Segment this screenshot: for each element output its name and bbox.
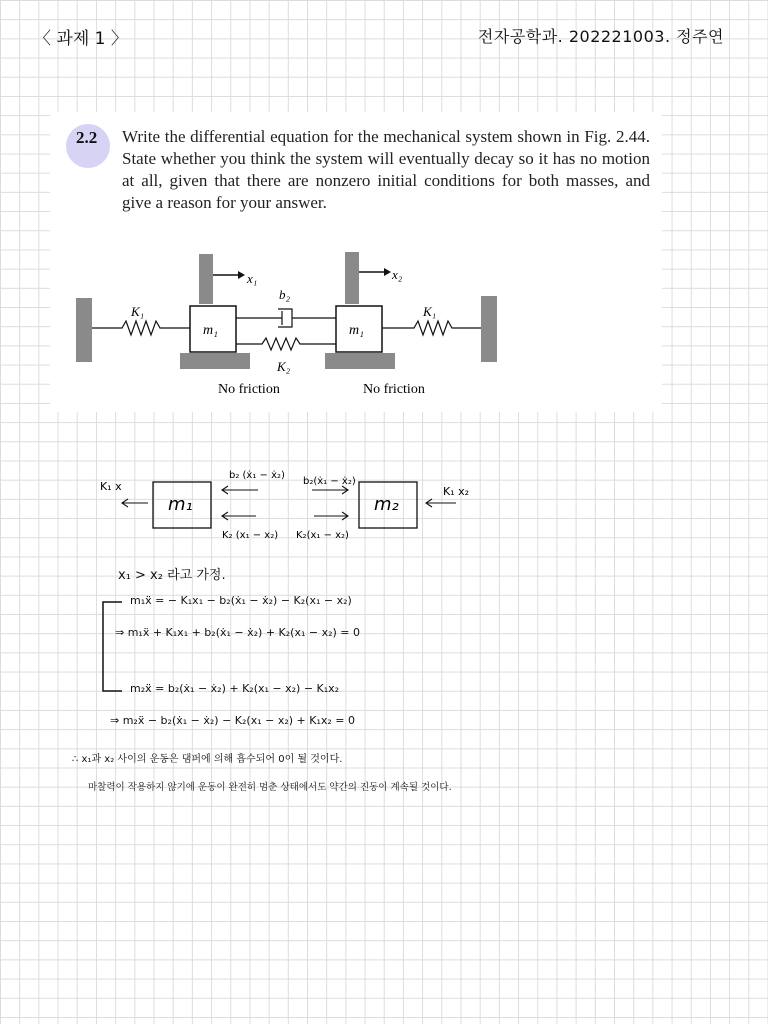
left-wall [76,298,92,362]
spring-k1-left [92,321,190,335]
label-friction-right: No friction [363,382,425,397]
equation-m1-rearranged: ⇒ m₁ẍ + K₁x₁ + b₂(ẋ₁ − ẋ₂) + K₂(x₁ − x₂) = 0 [115,626,361,639]
student-info: 전자공학과. 202221003. 정주연 [477,27,724,46]
fbd-label-spring-right: K₂(x₁ − x₂) [296,530,349,541]
label-x2: x₂ [392,267,403,282]
assignment-title: 〈 과제 1 〉 [34,29,128,49]
label-k1-right: K₁ [423,304,437,319]
fbd-label-damper-right: b₂(ẋ₁ − ẋ₂) [303,476,356,487]
equation-bracket [103,602,122,691]
fbd-label-damper-left: b₂ (ẋ₁ − ẋ₂) [229,470,285,481]
fbd-label-k1x: K₁ x [100,480,122,493]
right-wall [481,296,497,362]
equation-m1: m₁ẍ = − K₁x₁ − b₂(ẋ₁ − ẋ₂) − K₂(x₁ − x₂) [130,594,352,607]
x1-reference [199,254,213,304]
label-friction-left: No friction [218,382,280,397]
fbd-label-spring-left: K₂ (x₁ − x₂) [222,530,279,541]
label-mass-right: m₁ [349,323,364,338]
label-k1-left: K₁ [131,304,145,319]
assumption-line: x₁ > x₂ 라고 가정. [118,568,226,583]
ground-right [325,353,395,369]
equation-m2-rearranged: ⇒ m₂ẍ − b₂(ẋ₁ − ẋ₂) − K₂(x₁ − x₂) + K₁x₂ = 0 [110,714,356,727]
label-b2: b₂ [279,287,291,302]
conclusion-line-1: ∴ x₁과 x₂ 사이의 운동은 댐퍼에 의해 흡수되어 0이 될 것이다. [72,754,343,765]
spring-k1-right [382,321,481,335]
spring-k2 [236,338,336,350]
ground-left [180,353,250,369]
label-mass-left: m₁ [203,323,218,338]
fbd-mass2-label: m₂ [374,494,399,515]
x2-arrowhead [384,268,391,276]
x2-reference [345,252,359,304]
fbd-label-k1x2: K₁ x₂ [443,485,470,498]
conclusion-line-2: 마찰력이 작용하지 않기에 운동이 완전히 멈춘 상태에서도 약간의 진동이 계속될 것이다. [88,782,452,793]
problem-statement: Write the differential equation for the mechanical system shown in Fig. 2.44. State whether you think the system will eventually decay so it has no motion at all, given that there are nonzero initial conditions for both masses, and give a reason for your answer. [122,127,650,212]
x1-arrowhead [238,271,245,279]
fbd-mass1-label: m₁ [168,494,193,515]
label-k2: K₂ [277,359,291,374]
problem-number: 2.2 [76,128,98,147]
label-x1: x₁ [247,271,258,286]
equation-m2: m₂ẍ = b₂(ẋ₁ − ẋ₂) + K₂(x₁ − x₂) − K₁x₂ [130,682,340,695]
